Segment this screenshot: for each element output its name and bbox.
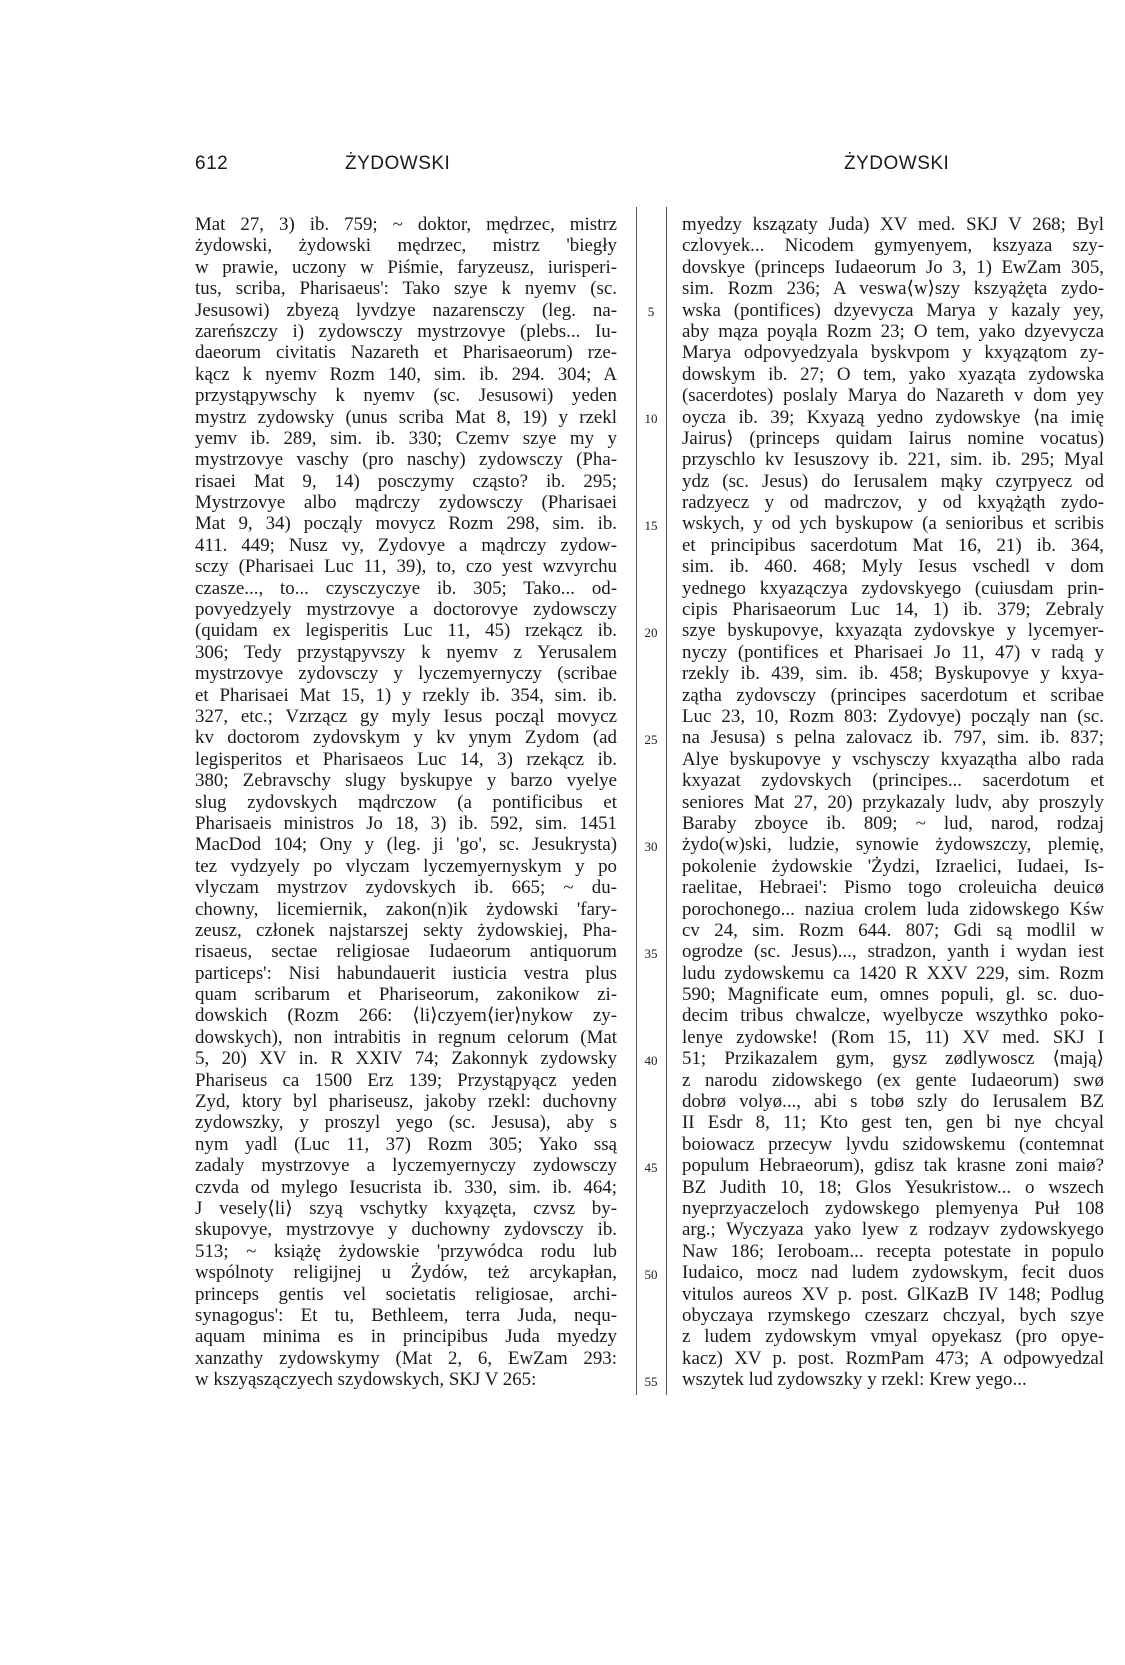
- line-number: 10: [644, 410, 658, 426]
- text-line: 411. 449; Nusz vy, Zydovye a mądrczy zydow-: [195, 534, 617, 556]
- text-line: aquam minima es in principibus Juda myedzy: [195, 1326, 617, 1348]
- text-line: żydo(w)ski, ludzie, synowie żydowszczy, plemię,: [682, 834, 1104, 856]
- text-line: (sacerdotes) poslaly Marya do Nazareth v dom yey: [682, 385, 1104, 407]
- text-line: wszytek lud zydowszky y rzekl: Krew yego...: [682, 1369, 1027, 1391]
- text-line: nym yadl (Luc 11, 37) Rozm 305; Yako ssą: [195, 1133, 617, 1155]
- text-line: risaei Mat 9, 14) posczymy cząsto? ib. 295;: [195, 470, 617, 492]
- text-line: sczy (Pharisaei Luc 11, 39), to, czo yest wzvyrchu: [195, 556, 617, 578]
- page-number: 612: [195, 153, 229, 174]
- text-line: czlovyek... Nicodem gymyenyem, kszyaza szy-: [682, 235, 1104, 257]
- text-line: zydowszky, y proszyl yego (sc. Jesusa), aby s: [195, 1112, 617, 1134]
- page-header: [0, 153, 1125, 183]
- text-line: czasze..., to... czysczyczye ib. 305; Tako... od-: [195, 577, 617, 599]
- text-line: dovskye (princeps Iudaeorum Jo 3, 1) EwZam 305,: [682, 256, 1104, 278]
- text-line: tez vydzyely po vlyczam lyczemyernyskym y po: [195, 855, 617, 877]
- text-line: vitulos aureos XV p. post. GlKazB IV 148; Podlug: [682, 1283, 1104, 1305]
- text-line: Mystrzovye albo mądrczy zydowsczy (Pharisaei: [195, 492, 617, 514]
- text-line: Marya odpovyedzyala byskvpom y kxyązątom zy-: [682, 342, 1104, 364]
- text-line: Naw 186; Ieroboam... recepta potestate in populo: [682, 1240, 1104, 1262]
- line-number: 30: [644, 838, 658, 854]
- text-line: Mat 27, 3) ib. 759; ~ doktor, mędrzec, mistrz: [195, 214, 617, 235]
- text-line: Alye byskupovye y vschysczy kxyazątha albo rada: [682, 748, 1104, 770]
- text-line: legisperitos et Pharisaeos Luc 14, 3) rzekącz ib.: [195, 748, 617, 770]
- line-number: 15: [644, 517, 658, 533]
- text-line: risaeus, sectae religiosae Iudaeorum antiquorum: [195, 941, 617, 963]
- text-line: boiowacz przecyw lyvdu szidowskemu (contemnat: [682, 1133, 1104, 1155]
- text-line: aby mąza poyąla Rozm 23; O tem, yako dzyevycza: [682, 320, 1104, 342]
- text-line: particeps': Nisi habundauerit iusticia vestra plus: [195, 962, 617, 984]
- text-line: lenye zydowske! (Rom 15, 11) XV med. SKJ I: [682, 1026, 1104, 1048]
- column-rule-left: [636, 207, 637, 1395]
- text-line: ludu zydowskemu ca 1420 R XXV 229, sim. Rozm: [682, 962, 1104, 984]
- text-line: Baraby zboyce ib. 809; ~ lud, narod, rodzaj: [682, 812, 1104, 834]
- text-line: 51; Przikazalem gym, gysz zødlywoscz ⟨mają⟩: [682, 1048, 1104, 1070]
- text-line: przystąpywschy k nyemv (sc. Jesusowi) yeden: [195, 385, 617, 407]
- text-line: żydowski, żydowski mędrzec, mistrz 'biegły: [195, 235, 617, 257]
- text-line: kxyazat zydovskych (principes... sacerdotum et: [682, 770, 1104, 792]
- text-line: w kszyąszączyech szydowskych, SKJ V 265:: [195, 1369, 537, 1391]
- text-line: quam scribarum et Phariseorum, zakonikow zi-: [195, 984, 617, 1006]
- text-line: Jesusowi) zbyezą lyvdzye nazarensczy (leg. na-: [195, 299, 617, 321]
- text-line: rzekly ib. 439, sim. ib. 458; Byskupovye y kxya-: [682, 663, 1104, 685]
- text-line: zadaly mystrzovye a lyczemyernyczy zydowsczy: [195, 1155, 617, 1177]
- text-line: przyschlo kv Iesuszovy ib. 221, sim. ib. 295; Myal: [682, 449, 1104, 471]
- text-line: yemv ib. 289, sim. ib. 330; Czemv szye my y: [195, 427, 617, 449]
- text-line: xanzathy zydowskymy (Mat 2, 6, EwZam 293:: [195, 1347, 617, 1369]
- text-line: cv 24, sim. Rozm 644. 807; Gdi są modlil w: [682, 919, 1104, 941]
- left-column: [195, 214, 617, 1390]
- text-line: oycza ib. 39; Kxyazą yedno zydowskye ⟨na imię: [682, 406, 1104, 428]
- text-line: z narodu zidowskego (ex gente Iudaeorum) swø: [682, 1069, 1104, 1091]
- text-line: ydz (sc. Jesus) do Ierusalem mąky czyrpyecz od: [682, 470, 1104, 492]
- line-number: 5: [647, 303, 655, 319]
- text-line: Jairus⟩ (princeps quidam Iairus nomine vocatus): [682, 427, 1104, 449]
- line-number: 35: [644, 945, 658, 961]
- text-line: 380; Zebravschy slugy byskupye y barzo vyelye: [195, 770, 617, 792]
- text-line: kacz) XV p. post. RozmPam 473; A odpowyedzal: [682, 1347, 1104, 1369]
- text-line: 327, etc.; Vzrzącz gy myly Iesus począl movycz: [195, 705, 617, 727]
- text-line: 590; Magnificate eum, omnes populi, gl. sc. duo-: [682, 984, 1104, 1006]
- text-line: et principibus sacerdotum Mat 16, 21) ib. 364,: [682, 534, 1104, 556]
- line-number: 20: [644, 624, 658, 640]
- text-line: radzyecz y od madrczov, y od kxyążąth zydo-: [682, 492, 1104, 514]
- text-line: yednego kxyazączya zydovskyego (cuiusdam prin-: [682, 577, 1104, 599]
- text-line: dowskich (Rozm 266: ⟨li⟩czyem⟨ier⟩nykow zy-: [195, 1005, 617, 1027]
- text-line: myedzy kszązaty Juda) XV med. SKJ V 268; Byl: [682, 214, 1104, 235]
- line-number: 50: [644, 1266, 658, 1282]
- text-line: sim. Rozm 236; A veswa⟨w⟩szy kszyążęta zydo-: [682, 278, 1104, 300]
- text-line: szye byskupovye, kxyaząta zydovskye y lycemyer-: [682, 620, 1104, 642]
- text-line: dowskym ib. 27; O tem, yako xyaząta zydowska: [682, 363, 1104, 385]
- text-line: Mat 9, 34) począly movycz Rozm 298, sim. ib.: [195, 513, 617, 535]
- running-head-left: ŻYDOWSKI: [345, 153, 451, 174]
- text-line: dobrø volyø..., abi s tobø szly do Ierusalem BZ: [682, 1091, 1104, 1113]
- text-line: J vesely⟨li⟩ szyą vschytky kxyązęta, czvsz by-: [195, 1197, 617, 1219]
- right-column: [682, 214, 1104, 1390]
- text-line: kv doctorom zydovskym y kv ynym Zydom (ad: [195, 727, 617, 749]
- text-line: dowskych), non intrabitis in regnum celorum (Mat: [195, 1026, 617, 1048]
- text-line: decim tribus chwalcze, wyelbycze wszythko poko-: [682, 1005, 1104, 1027]
- text-line: vlyczam mystrzov zydovskych ib. 665; ~ du-: [195, 877, 617, 899]
- text-line: wskych, y od ych byskupow (a senioribus et scribis: [682, 513, 1104, 535]
- text-line: Iudaico, mocz nad ludem zydowskym, fecit duos: [682, 1262, 1104, 1284]
- text-line: wspólnoty religijnej u Żydów, też arcykapłan,: [195, 1262, 617, 1284]
- text-line: z ludem zydowskym vmyal opyekasz (pro opye-: [682, 1326, 1104, 1348]
- line-number: 40: [644, 1052, 658, 1068]
- text-line: BZ Judith 10, 18; Glos Yesukristow... o wszech: [682, 1176, 1104, 1198]
- text-line: synagogus': Et tu, Bethleem, terra Juda, nequ-: [195, 1304, 617, 1326]
- text-line: (quidam ex legisperitis Luc 11, 45) rzekącz ib.: [195, 620, 617, 642]
- text-line: nyeprzyaczeloch zydowskego plemyenya Puł 108: [682, 1197, 1104, 1219]
- text-line: Pharisaeis ministros Jo 18, 3) ib. 592, sim. 1451: [195, 812, 617, 834]
- text-line: seniores Mat 27, 20) przykazaly ludv, aby proszyly: [682, 791, 1104, 813]
- text-line: skupovye, mystrzovye y duchowny zydovsczy ib.: [195, 1219, 617, 1241]
- text-line: Zyd, ktory byl phariseusz, jakoby rzekl: duchovny: [195, 1091, 617, 1113]
- line-number: 55: [644, 1373, 658, 1389]
- text-line: MacDod 104; Ony y (leg. ji 'go', sc. Jesukrysta): [195, 834, 617, 856]
- text-line: Luc 23, 10, Rozm 803: Zydovye) począly nan (sc.: [682, 705, 1104, 727]
- text-line: nyczy (pontifices et Pharisaei Jo 11, 47) v radą y: [682, 641, 1104, 663]
- text-line: tus, scriba, Pharisaeus': Tako szye k nyemv (sc.: [195, 278, 617, 300]
- text-line: raelitae, Hebraei': Pismo togo croleuicha deuicø: [682, 877, 1104, 899]
- text-line: povyedzyely mystrzovye a doctorovye zydowsczy: [195, 599, 617, 621]
- text-line: sim. ib. 460. 468; Myly Iesus vschedl v dom: [682, 556, 1104, 578]
- text-line: 513; ~ książę żydowskie 'przywódca rodu lub: [195, 1240, 617, 1262]
- text-line: daeorum civitatis Nazareth et Pharisaeorum) rze-: [195, 342, 617, 364]
- text-line: princeps gentis vel societatis religiosae, archi-: [195, 1283, 617, 1305]
- running-head-right: ŻYDOWSKI: [844, 153, 950, 174]
- text-line: 5, 20) XV in. R XXIV 74; Zakonnyk zydowsky: [195, 1048, 617, 1070]
- line-number: 45: [644, 1159, 658, 1175]
- text-line: kącz k nyemv Rozm 140, sim. ib. 294. 304; A: [195, 363, 617, 385]
- text-line: porochonego... naziua crolem luda zidowskego Kśw: [682, 898, 1104, 920]
- text-line: slug zydovskych mądrczow (a pontificibus et: [195, 791, 617, 813]
- text-line: zareńszczy i) zydowsczy mystrzovye (plebs... Iu-: [195, 320, 617, 342]
- text-line: wska (pontifices) dzyevycza Marya y kazaly yey,: [682, 299, 1104, 321]
- text-line: na Jesusa) s pelna zalovacz ib. 797, sim. ib. 837;: [682, 727, 1104, 749]
- text-line: mystrz zydowsky (unus scriba Mat 8, 19) y rzekl: [195, 406, 617, 428]
- text-line: czvda od mylego Iesucrista ib. 330, sim. ib. 464;: [195, 1176, 617, 1198]
- text-line: mystrzovye vaschy (pro naschy) zydowsczy (Pha-: [195, 449, 617, 471]
- text-line: populum Hebraeorum), gdisz tak krasne zoni maiø?: [682, 1155, 1104, 1177]
- text-line: ogrodze (sc. Jesus)..., stradzon, yanth i wydan iest: [682, 941, 1104, 963]
- text-line: zeusz, członek najstarszej sekty żydowskiej, Pha-: [195, 919, 617, 941]
- column-rule-right: [666, 207, 667, 1395]
- text-line: w prawie, uczony w Piśmie, faryzeusz, iurisperi-: [195, 256, 617, 278]
- text-line: 306; Tedy przystąpyvszy k nyemv z Yerusalem: [195, 641, 617, 663]
- line-number: 25: [644, 731, 658, 747]
- text-line: arg.; Wyczyaza yako lyew z rodzayv zydowskyego: [682, 1219, 1104, 1241]
- text-line: Phariseus ca 1500 Erz 139; Przystąpyącz yeden: [195, 1069, 617, 1091]
- text-line: mystrzovye zydovsczy y lyczemyernyczy (scribae: [195, 663, 617, 685]
- text-line: et Pharisaei Mat 15, 1) y rzekly ib. 354, sim. ib.: [195, 684, 617, 706]
- text-line: chowny, licemiernik, zakon(n)ik żydowski 'fary-: [195, 898, 617, 920]
- text-line: II Esdr 8, 11; Kto gest ten, gen bi nye chcyal: [682, 1112, 1104, 1134]
- text-line: cipis Pharisaeorum Luc 14, 1) ib. 379; Zebraly: [682, 599, 1104, 621]
- text-line: pokolenie żydowskie 'Żydzi, Izraelici, Iudaei, Is-: [682, 855, 1104, 877]
- text-line: obyczaya rzymskego czeszarz chczyal, bych szye: [682, 1304, 1104, 1326]
- text-line: ząthа zydovsczy (principes sacerdotum et scribae: [682, 684, 1104, 706]
